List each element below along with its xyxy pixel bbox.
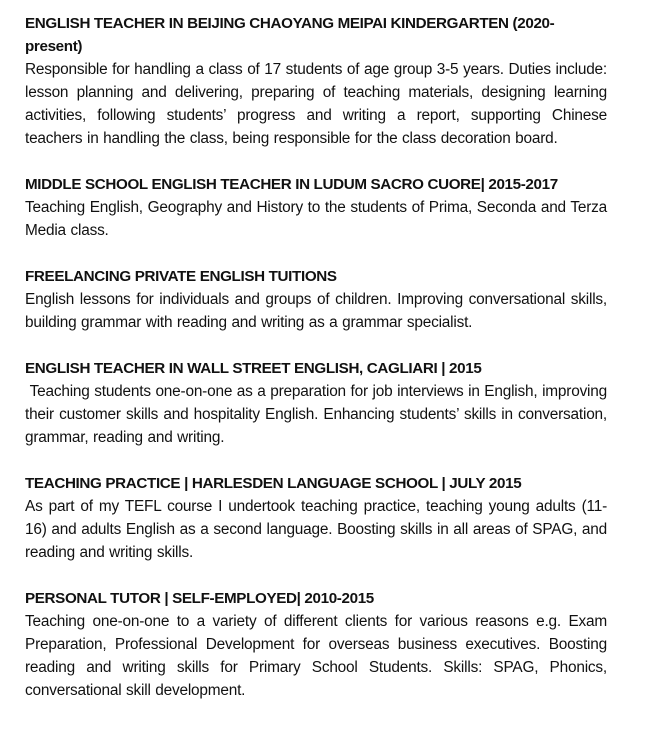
experience-entry-wall-street-english (25, 357, 612, 449)
entry-title: PERSONAL TUTOR | SELF-EMPLOYED| 2010-2015 (25, 590, 374, 607)
entry-title: MIDDLE SCHOOL ENGLISH TEACHER IN LUDUM SACRO CUORE| 2015-2017 (25, 176, 558, 193)
entry-description: Responsible for handling a class of 17 students of age group 3-5 years. Duties include: lesson planning and delivering, preparing of teaching materials, designing learning activities, following students’ progress and writing a report, supporting Chinese teachers in handling the class, being responsible for the class decoration board. (25, 61, 607, 147)
entry-description: Teaching one-on-one to a variety of different clients for various reasons e.g. Exam Preparation, Professional Development for overseas business executives. Boosting reading and writing skills for Primary School Students. Skills: SPAG, Phonics, conversational skill development. (25, 613, 607, 699)
entry-description: As part of my TEFL course I undertook teaching practice, teaching young adults (11-16) and adults English as a second language. Boosting skills in all areas of SPAG, and reading and writing skills. (25, 498, 607, 561)
work-experience-section (25, 12, 612, 725)
entry-title: FREELANCING PRIVATE ENGLISH TUITIONS (25, 268, 337, 285)
entry-title: ENGLISH TEACHER IN WALL STREET ENGLISH, CAGLIARI | 2015 (25, 360, 482, 377)
entry-description: Teaching students one-on-one as a preparation for job interviews in English, improving their customer skills and hospitality English. Enhancing students’ skills in conversation, grammar, reading and writing. (25, 383, 612, 446)
entry-description: English lessons for individuals and groups of children. Improving conversational skills, building grammar with reading and writing as a grammar specialist. (25, 291, 607, 331)
experience-entry-beijing-kindergarten (25, 12, 607, 150)
entry-title: ENGLISH TEACHER IN BEIJING CHAOYANG MEIPAI KINDERGARTEN (2020-present) (25, 15, 555, 55)
experience-entry-personal-tutor (25, 587, 607, 702)
experience-entry-freelancing-tuitions (25, 265, 607, 334)
entry-title: TEACHING PRACTICE | HARLESDEN LANGUAGE SCHOOL | JULY 2015 (25, 475, 522, 492)
experience-entry-ludum-sacro-cuore (25, 173, 607, 242)
entry-description: Teaching English, Geography and History to the students of Prima, Seconda and Terza Media class. (25, 199, 607, 239)
experience-entry-harlesden-teaching-practice (25, 472, 607, 564)
